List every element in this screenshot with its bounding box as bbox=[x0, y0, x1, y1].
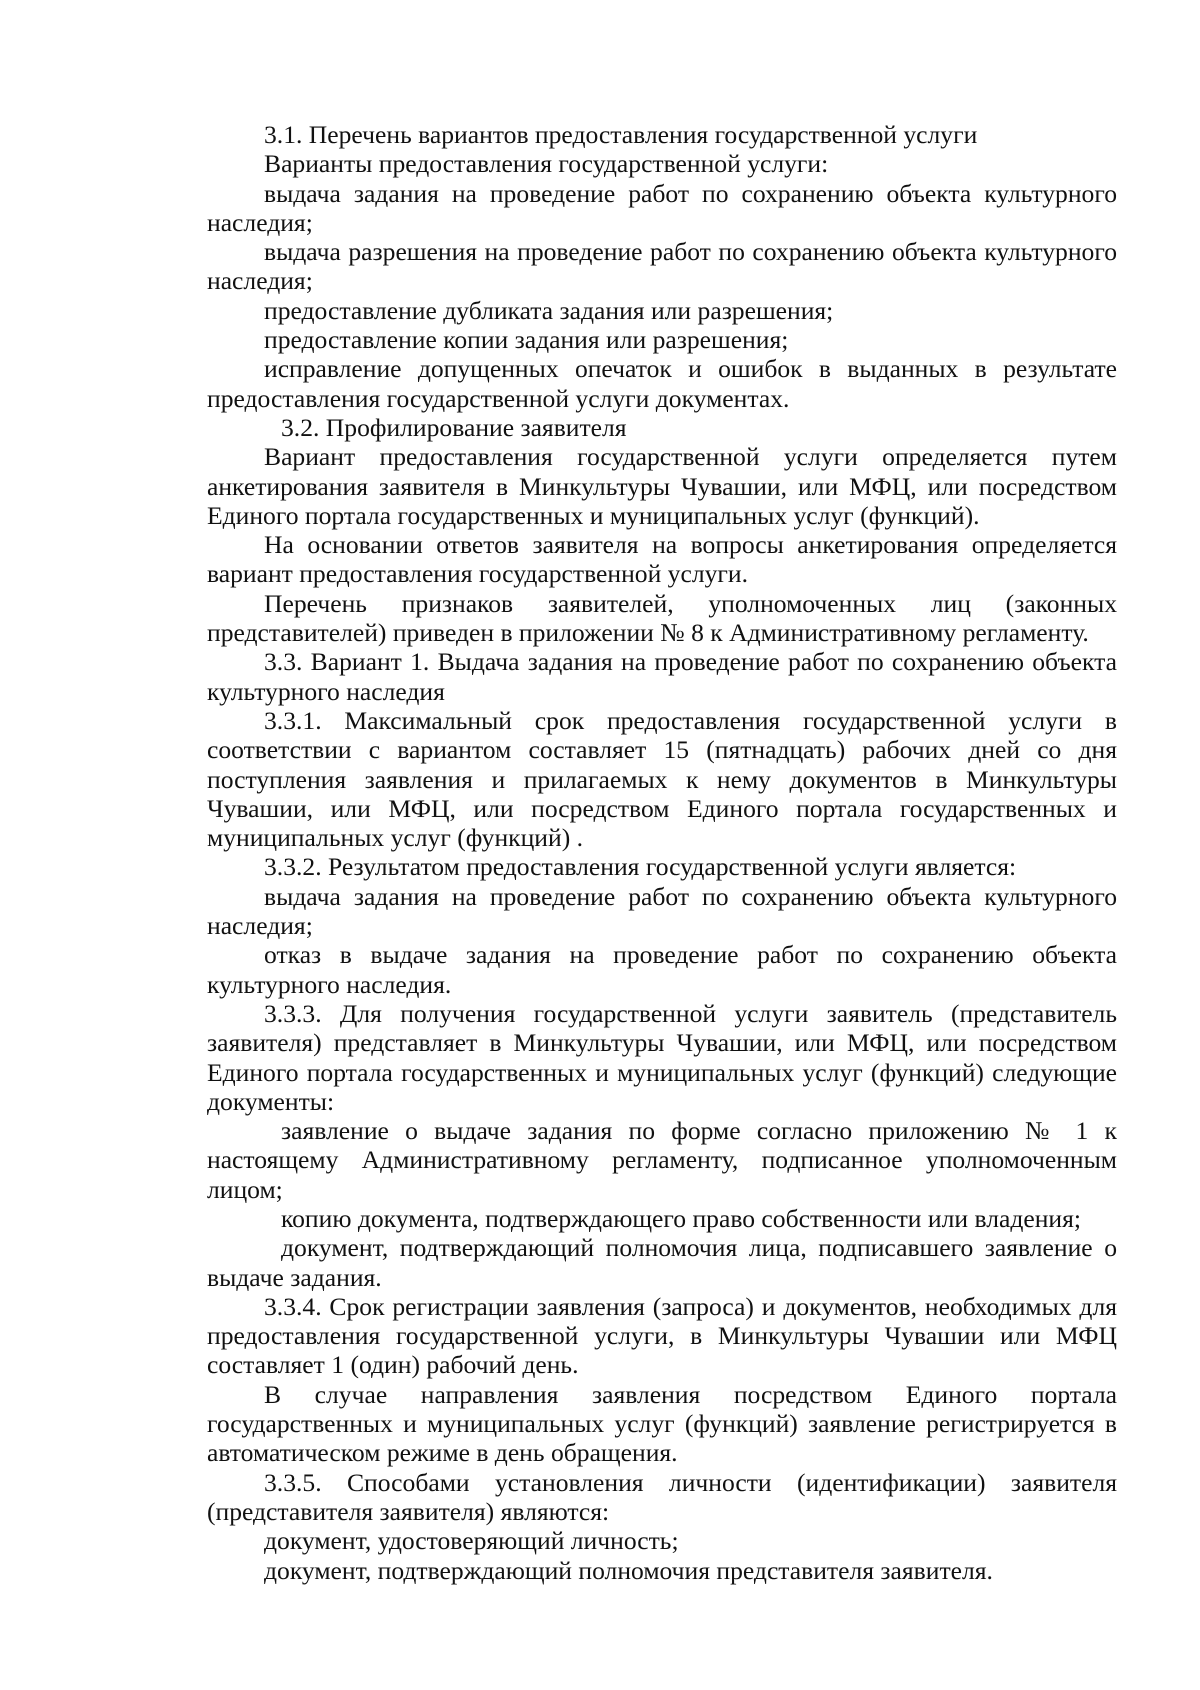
section-heading-3-2: 3.2. Профилирование заявителя bbox=[281, 412, 627, 442]
list-item: выдача задания на проведение работ по сохранению объекта культурного наследия; bbox=[207, 178, 1117, 237]
paragraph: На основании ответов заявителя на вопросы анкетирования определяется вариант предоставления государственной услуги. bbox=[207, 530, 1117, 589]
list-item: заявление о выдаче задания по форме согласно приложению № 1 к настоящему Административному регламенту, подписанное уполномоченным лицом; bbox=[207, 1116, 1117, 1204]
paragraph: В случае направления заявления посредством Единого портала государственных и муниципальных услуг (функций) заявление регистрируется в автоматическом режиме в день обращения. bbox=[207, 1379, 1117, 1468]
paragraph-3-3-2: 3.3.2. Результатом предоставления государственной услуги является: bbox=[264, 852, 1017, 882]
list-item: копию документа, подтверждающего право собственности или владения; bbox=[281, 1203, 1082, 1233]
paragraph-3-3-1: 3.3.1. Максимальный срок предоставления государственной услуги в соответствии с вариантом составляет 15 (пятнадцать) рабочих дней со дня поступления заявления и прилагаемых к нему документов в Минкультуры Чувашии, или МФЦ, или посредством Единого портала государственных и муниципальных услуг (функций) . bbox=[207, 705, 1117, 853]
paragraph-3-3-5: 3.3.5. Способами установления личности (идентификации) заявителя (представителя заявителя) являются: bbox=[207, 1467, 1117, 1526]
list-item: отказ в выдаче задания на проведение работ по сохранению объекта культурного наследия. bbox=[207, 940, 1117, 999]
paragraph: Варианты предоставления государственной услуги: bbox=[264, 149, 829, 179]
list-item: документ, подтверждающий полномочия лица, подписавшего заявление о выдаче задания. bbox=[207, 1233, 1117, 1292]
paragraph-3-3-3: 3.3.3. Для получения государственной услуги заявитель (представитель заявителя) представляет в Минкультуры Чувашии, или МФЦ, или посредством Единого портала государственных и муниципальных услуг (функций) следующие документы: bbox=[207, 998, 1117, 1116]
list-item: предоставление дубликата задания или разрешения; bbox=[264, 295, 834, 325]
section-heading-3-3: 3.3. Вариант 1. Выдача задания на проведение работ по сохранению объекта культурного наследия bbox=[207, 647, 1117, 706]
list-item: выдача задания на проведение работ по сохранению объекта культурного наследия; bbox=[207, 881, 1117, 941]
section-heading-3-1: 3.1. Перечень вариантов предоставления государственной услуги bbox=[264, 120, 978, 149]
list-item: выдача разрешения на проведение работ по сохранению объекта культурного наследия; bbox=[207, 237, 1117, 296]
list-item: предоставление копии задания или разрешения; bbox=[264, 325, 789, 355]
document-body bbox=[207, 120, 1117, 1585]
list-item: документ, подтверждающий полномочия представителя заявителя. bbox=[264, 1555, 993, 1585]
paragraph-3-3-4: 3.3.4. Срок регистрации заявления (запроса) и документов, необходимых для предоставления государственной услуги, в Минкультуры Чувашии или МФЦ составляет 1 (один) рабочий день. bbox=[207, 1291, 1117, 1380]
list-item: документ, удостоверяющий личность; bbox=[264, 1526, 679, 1556]
paragraph: Вариант предоставления государственной услуги определяется путем анкетирования заявителя в Минкультуры Чувашии, или МФЦ, или посредством Единого портала государственных и муниципальных услуг (функций). bbox=[207, 442, 1117, 530]
paragraph: Перечень признаков заявителей, уполномоченных лиц (законных представителей) приведен в приложении № 8 к Административному регламенту. bbox=[207, 588, 1117, 648]
list-item: исправление допущенных опечаток и ошибок в выданных в результате предоставления государственной услуги документах. bbox=[207, 354, 1117, 413]
